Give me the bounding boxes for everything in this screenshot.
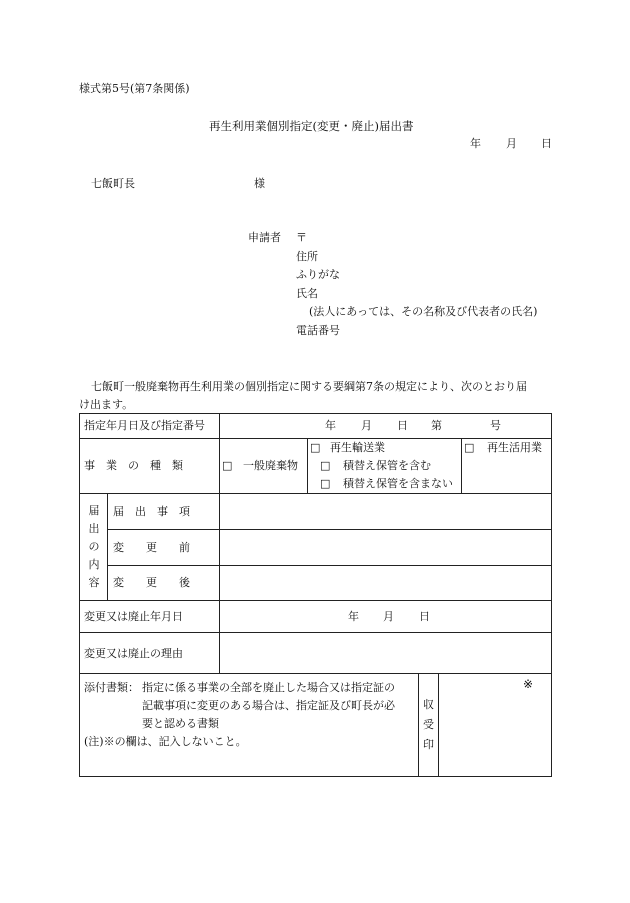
option-general-waste: 一般廃棄物 <box>243 459 298 472</box>
date-year-label: 年 <box>470 137 481 150</box>
checkbox-transfer-incl[interactable]: □ <box>320 459 331 472</box>
reason-field[interactable] <box>220 633 551 673</box>
name-label: 氏名 <box>296 287 318 300</box>
checkbox-general-waste[interactable]: □ <box>222 459 233 472</box>
designation-year: 年 <box>325 419 336 432</box>
furigana-label: ふりがな <box>296 268 340 281</box>
designation-month: 月 <box>361 419 372 432</box>
addressee-honorific: 様 <box>254 177 265 190</box>
attachments-label: 添付書類： <box>84 681 139 694</box>
business-type-label: 事 業 の 種 類 <box>84 459 183 472</box>
date-month-label: 月 <box>506 137 517 150</box>
intro-line-1: 七飯町一般廃棄物再生利用業の個別指定に関する要綱第7条の規定により、次のとおり届 <box>91 380 527 393</box>
addressee-name: 七飯町長 <box>91 177 135 190</box>
change-date-month: 月 <box>383 610 394 623</box>
address-label: 住所 <box>296 250 318 263</box>
phone-label: 電話番号 <box>296 324 340 337</box>
change-date-label: 変更又は廃止年月日 <box>84 610 183 623</box>
designation-go: 号 <box>490 419 501 432</box>
form-title: 再生利用業個別指定(変更・廃止)届出書 <box>209 119 414 133</box>
attachments-line-1: 指定に係る事業の全部を廃止した場合又は指定証の <box>142 681 395 694</box>
after-change-label: 変 更 後 <box>113 576 190 589</box>
postal-mark: 〒 <box>296 231 307 244</box>
notification-item-label: 届 出 事 項 <box>113 505 190 518</box>
note-line: (注)※の欄は、記入しないこと。 <box>84 735 247 748</box>
attachments-line-3: 要と認める書類 <box>142 717 219 730</box>
checkbox-transfer-excl[interactable]: □ <box>320 477 331 490</box>
notification-item-field[interactable] <box>220 494 551 529</box>
before-change-label: 変 更 前 <box>113 541 190 554</box>
option-transport: 再生輸送業 <box>330 441 385 454</box>
designation-dai: 第 <box>431 419 442 432</box>
checkbox-transport[interactable]: □ <box>310 441 321 454</box>
checkbox-reuse[interactable]: □ <box>464 441 475 454</box>
date-day-label: 日 <box>541 137 552 150</box>
designation-date-number-label: 指定年月日及び指定番号 <box>84 419 205 432</box>
option-transfer-excl: 積替え保管を含まない <box>343 477 453 490</box>
before-change-field[interactable] <box>220 530 551 565</box>
designation-day: 日 <box>397 419 408 432</box>
reception-stamp-area[interactable] <box>439 674 551 776</box>
change-date-day: 日 <box>419 610 430 623</box>
attachments-line-2: 記載事項に変更のある場合は、指定証及び町長が必 <box>142 699 395 712</box>
applicant-label: 申請者 <box>248 231 281 244</box>
reason-label: 変更又は廃止の理由 <box>84 647 183 660</box>
reception-stamp-label: 収 受 印 <box>423 698 434 751</box>
option-transfer-incl: 積替え保管を含む <box>343 459 431 472</box>
option-reuse: 再生活用業 <box>487 441 542 454</box>
office-use-mark: ※ <box>523 677 534 691</box>
name-note: (法人にあっては、その名称及び代表者の氏名) <box>309 305 538 318</box>
intro-line-2: け出ます。 <box>79 398 134 411</box>
change-date-year: 年 <box>348 610 359 623</box>
notification-content-vertical-label: 届 出 の 内 容 <box>88 504 100 589</box>
form-number: 様式第5号(第7条関係) <box>79 82 190 95</box>
after-change-field[interactable] <box>220 566 551 600</box>
